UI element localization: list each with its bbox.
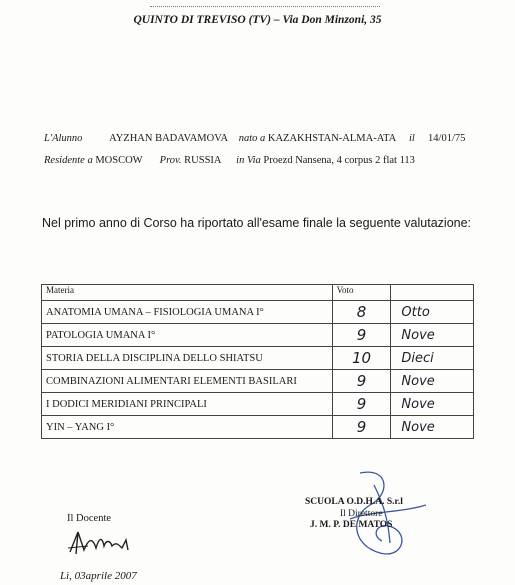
grade-words-cell: Otto: [391, 301, 474, 324]
subject-cell: I DODICI MERIDIANI PRINCIPALI: [42, 393, 333, 416]
cut-top-edge: [150, 0, 380, 7]
teacher-label: Il Docente: [67, 513, 112, 524]
grade-words-cell: Nove: [391, 416, 474, 439]
grade-cell: 8: [332, 301, 391, 324]
province: RUSSIA: [184, 155, 221, 166]
header-subject: Materia: [42, 285, 333, 301]
label-nato: nato a: [238, 133, 266, 144]
grade-cell: 9: [332, 416, 391, 439]
grade-cell: 10: [332, 347, 391, 370]
grade-cell: 9: [332, 393, 391, 416]
table-row: [42, 416, 474, 439]
label-prov: Prov.: [159, 155, 182, 166]
header-grade-words: [391, 285, 474, 301]
birthdate: 14/01/75: [428, 133, 466, 144]
intro-text: Nel primo anno di Corso ha riportato all'esame finale la seguente valutazione:: [42, 216, 472, 230]
subject-cell: STORIA DELLA DISCIPLINA DELLO SHIATSU: [42, 347, 333, 370]
table-header-row: [42, 285, 474, 301]
subject-cell: COMBINAZIONI ALIMENTARI ELEMENTI BASILARI: [42, 370, 333, 393]
table-row: [42, 393, 474, 416]
grade-words-cell: Nove: [391, 393, 474, 416]
table-row: [42, 347, 474, 370]
label-alunno: L'Alunno: [44, 133, 83, 144]
grade-cell: 9: [332, 324, 391, 347]
subject-cell: PATOLOGIA UMANA I°: [42, 324, 333, 347]
label-il: il: [408, 133, 415, 144]
table-row: [42, 370, 474, 393]
grade-words-cell: Nove: [391, 324, 474, 347]
subject-cell: ANATOMIA UMANA – FISIOLOGIA UMANA I°: [42, 301, 333, 324]
student-line-2: [44, 155, 415, 166]
birthplace: KAZAKHSTAN-ALMA-ATA: [267, 133, 396, 144]
teacher-signature: [66, 526, 146, 558]
school-name: SCUOLA O.D.H.A. S.r.l: [305, 497, 403, 507]
student-line-1: [44, 133, 465, 144]
table-row: [42, 301, 474, 324]
school-address: QUINTO DI TREVISO (TV) – Via Don Minzoni, 35: [133, 14, 382, 26]
subject-cell: YIN – YANG I°: [42, 416, 333, 439]
student-name: AYZHAN BADAVAMOVA: [109, 133, 228, 144]
director-name: J. M. P. DE MATOS: [310, 520, 393, 530]
grade-words-cell: Dieci: [391, 347, 474, 370]
table-row: [42, 324, 474, 347]
city: MOSCOW: [95, 155, 143, 166]
header-grade: Voto: [332, 285, 391, 301]
street: Proezd Nansena, 4 corpus 2 flat 113: [263, 155, 415, 166]
director-label: Il Direttore: [340, 509, 383, 519]
label-residente: Residente a: [44, 155, 93, 166]
grades-table: [41, 284, 474, 439]
grade-cell: 9: [332, 370, 391, 393]
label-via: in Via: [236, 155, 261, 166]
place-date: Lì, 03aprile 2007: [60, 570, 137, 582]
grade-words-cell: Nove: [391, 370, 474, 393]
